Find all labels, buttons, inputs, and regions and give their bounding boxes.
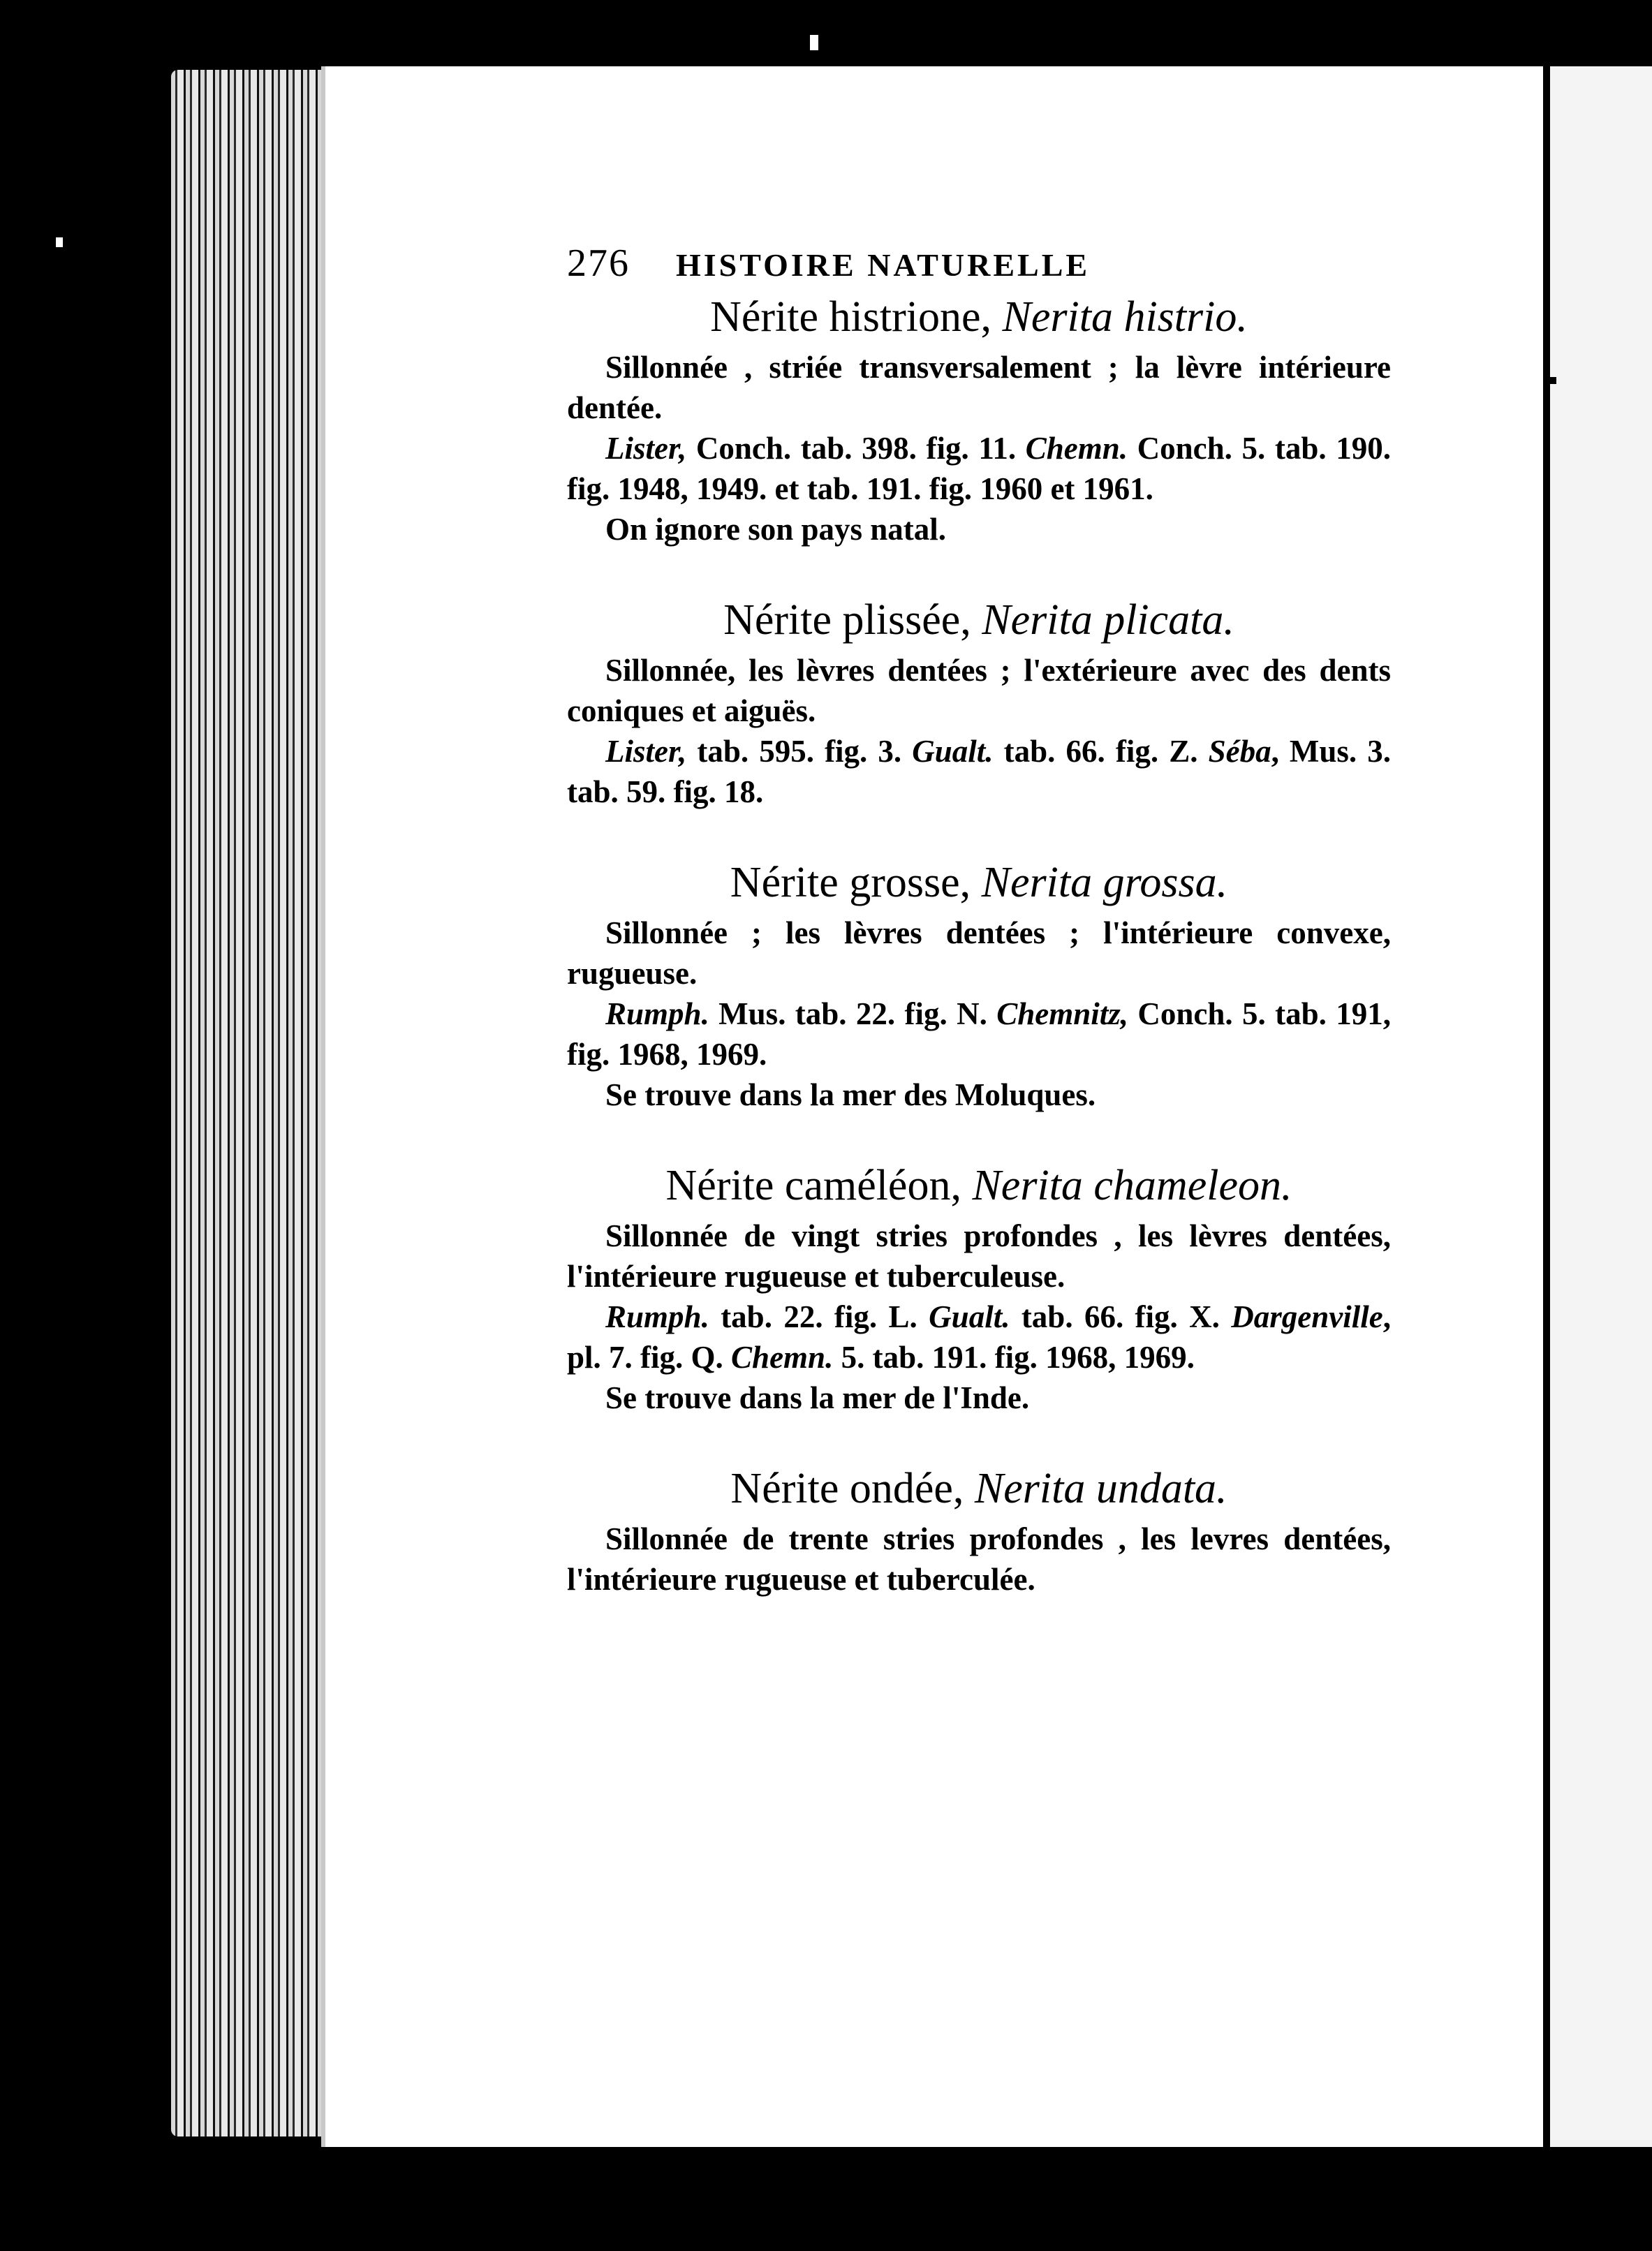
reference-citation: 5. tab. 191. fig. 1968, 1969. [833, 1340, 1195, 1375]
reference-citation: Conch. 5. tab. 191, fig. 1968, 1969. [567, 996, 1391, 1072]
reference-citation: tab. 22. fig. L. [709, 1299, 929, 1334]
reference-author: Gualt. [912, 734, 994, 769]
species-title [567, 1158, 1391, 1213]
page-number: 276 [567, 242, 630, 285]
running-header [567, 241, 1391, 290]
species-description: Sillonnée ; les lèvres dentées ; l'intérieure convexe, rugueuse. [567, 915, 1391, 991]
reference-author: Rumph. [605, 996, 709, 1031]
page-text [567, 241, 1391, 1600]
reference-citation: , pl. 7. fig. Q. [567, 1299, 1391, 1375]
reference-author: Lister, [605, 431, 687, 466]
habitat-note: Se trouve dans la mer des Moluques. [605, 1077, 1096, 1112]
species-description: Sillonnée, les lèvres dentées ; l'extérieure avec des dents coniques et aiguës. [567, 653, 1391, 728]
french-name: Nérite caméléon, [665, 1162, 961, 1209]
reference-author: Dargenville [1231, 1299, 1383, 1334]
latin-name: Nerita chameleon. [972, 1162, 1292, 1209]
bibliographic-references [567, 428, 1391, 509]
reference-citation: , Mus. 3. tab. 59. fig. 18. [567, 734, 1392, 809]
latin-name: Nerita plicata. [982, 596, 1234, 644]
species-entry [567, 1158, 1391, 1418]
species-title [567, 593, 1391, 647]
reference-citation: tab. 595. fig. 3. [686, 734, 913, 769]
french-name: Nérite plissée, [723, 596, 971, 644]
stacked-page-edges [171, 70, 332, 2136]
reference-author: Séba [1208, 734, 1271, 769]
species-entry [567, 593, 1391, 812]
habitat-note: On ignore son pays natal. [605, 512, 947, 547]
species-entry [567, 855, 1391, 1115]
latin-name: Nerita grossa. [981, 859, 1228, 906]
reference-author: Chemn. [731, 1340, 834, 1375]
species-description: Sillonnée , striée transversalement ; la lèvre intérieure dentée. [567, 350, 1391, 425]
species-description: Sillonnée de trente stries profondes , les levres dentées, l'intérieure rugueuse et tuberculée. [567, 1521, 1391, 1597]
scan-speck [810, 35, 818, 50]
running-head: HISTOIRE NATURELLE [676, 247, 1091, 283]
reference-author: Chemn. [1025, 431, 1128, 466]
reference-citation: Conch. 5. tab. 190. fig. 1948, 1949. et tab. 191. fig. 1960 et 1961. [567, 431, 1391, 506]
species-title [567, 855, 1391, 910]
reference-citation: tab. 66. fig. X. [1010, 1299, 1232, 1334]
species-title [567, 1461, 1391, 1516]
scan-speck [56, 237, 63, 247]
reference-citation: Mus. tab. 22. fig. N. [709, 996, 997, 1031]
french-name: Nérite ondée, [730, 1465, 964, 1512]
species-title [567, 290, 1391, 344]
reference-author: Gualt. [929, 1299, 1010, 1334]
entries-list [567, 290, 1391, 1600]
habitat-note: Se trouve dans la mer de l'Inde. [605, 1380, 1030, 1415]
species-description: Sillonnée de vingt stries profondes , les lèvres dentées, l'intérieure rugueuse et tuberculeuse. [567, 1218, 1391, 1294]
bibliographic-references [567, 1297, 1391, 1378]
species-entry [567, 1461, 1391, 1600]
bibliographic-references [567, 994, 1391, 1075]
species-entry [567, 290, 1391, 549]
reference-author: Lister, [605, 734, 687, 769]
french-name: Nérite grosse, [730, 859, 971, 906]
french-name: Nérite histrione, [710, 293, 991, 341]
next-page-edge [1543, 66, 1652, 2147]
latin-name: Nerita undata. [974, 1465, 1227, 1512]
bibliographic-references [567, 731, 1391, 812]
reference-author: Chemnitz, [996, 996, 1129, 1031]
latin-name: Nerita histrio. [1002, 293, 1248, 341]
reference-author: Rumph. [605, 1299, 709, 1334]
reference-citation: Conch. tab. 398. fig. 11. [686, 431, 1026, 466]
scan-speck [1547, 377, 1556, 384]
reference-citation: tab. 66. fig. Z. [993, 734, 1209, 769]
